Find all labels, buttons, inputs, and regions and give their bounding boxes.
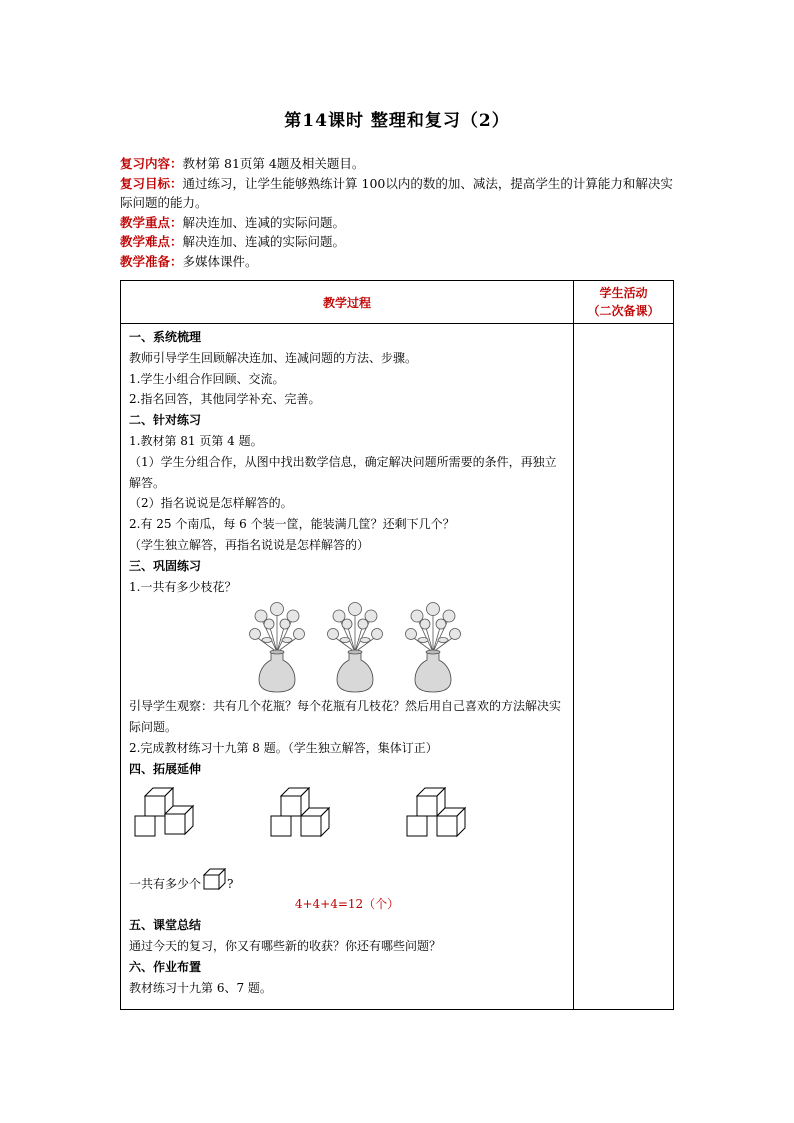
text-line: 通过今天的复习，你又有哪些新的收获？你还有哪些问题？ (129, 938, 442, 953)
meta-text: 解决连加、连减的实际问题。 (182, 234, 346, 249)
meta-label: 复习内容： (120, 156, 183, 171)
text-line: 2.完成教材练习十九第 8 题。（学生独立解答，集体订正） (129, 740, 438, 755)
section-heading: 四、拓展延伸 (129, 761, 202, 776)
question-mark: ? (227, 876, 234, 891)
meta-label: 复习目标： (120, 175, 183, 191)
process-content (121, 324, 574, 1010)
question-text: 一共有多少个 (129, 876, 202, 891)
meta-label: 教学准备： (120, 253, 183, 269)
text-line: 1.学生小组合作回顾、交流。 (129, 371, 285, 386)
meta-text: 通过练习，让学生能够熟练计算 100以内的数的加、减法，提高学生的计算能力和解决实际问题的能力。 (120, 175, 673, 210)
meta-focus (120, 213, 680, 233)
activity-header-line2: （二次备课） (587, 304, 660, 318)
process-header: 教学过程 (121, 281, 574, 324)
text-line: 教师引导学生回顾解决连加、连减问题的方法、步骤。 (129, 350, 418, 365)
page-title: 第14课时 整理和复习（2） (284, 111, 510, 131)
text-line: （1）学生分组合作，从图中找出数学信息，确定解决问题所需要的条件，再独立解答。 (129, 454, 557, 490)
meta-label: 教学难点： (120, 234, 183, 249)
text-line: 2.有 25 个南瓜，每 6 个装一筐，能装满几筐？还剩下几个？ (129, 517, 455, 532)
meta-prep (120, 252, 680, 272)
cube-figures (133, 786, 565, 856)
cube-stack-icon (405, 786, 471, 852)
flower-vases-illustration (247, 600, 565, 696)
section-heading: 三、巩固练习 (129, 558, 202, 573)
meta-content (120, 154, 680, 174)
meta-label: 教学重点： (120, 214, 183, 230)
text-line: （学生独立解答，再指名说说是怎样解答的） (129, 537, 370, 552)
meta-text: 解决连加、连减的实际问题。 (182, 214, 346, 230)
section-heading: 二、针对练习 (129, 413, 202, 428)
student-activity-cell (574, 324, 674, 1010)
meta-text: 教材第 81页第 4题及相关题目。 (182, 156, 365, 171)
flower-vase-icon (247, 600, 307, 694)
text-line: 教材练习十九第 6、7 题。 (129, 980, 272, 995)
meta-difficulty (120, 232, 680, 252)
text-line: 1.教材第 81 页第 4 题。 (129, 433, 263, 448)
cube-stack-icon (269, 786, 335, 852)
single-cube-icon (203, 868, 227, 890)
activity-header (574, 281, 674, 324)
flower-vase-icon (325, 600, 385, 694)
flower-vase-icon (403, 600, 463, 694)
text-line: 引导学生观察：共有几个花瓶？每个花瓶有几枝花？然后用自己喜欢的方法解决实际问题。 (129, 699, 562, 735)
section-heading: 五、课堂总结 (129, 918, 202, 933)
cube-question (129, 868, 565, 895)
section-heading: 六、作业布置 (129, 959, 202, 974)
activity-header-line1: 学生活动 (599, 286, 648, 300)
text-line: 2.指名回答，其他同学补充、完善。 (129, 392, 321, 407)
section-heading: 一、系统梳理 (129, 330, 202, 344)
meta-text: 多媒体课件。 (182, 253, 258, 269)
meta-goal (120, 174, 680, 213)
answer-formula: 4+4+4=12（个） (294, 897, 400, 912)
lesson-meta (120, 154, 680, 271)
lesson-table (120, 280, 674, 1010)
text-line: 1.一共有多少枝花？ (129, 579, 237, 594)
text-line: （2）指名说说是怎样解答的。 (129, 496, 293, 511)
cube-stack-icon (133, 786, 199, 852)
